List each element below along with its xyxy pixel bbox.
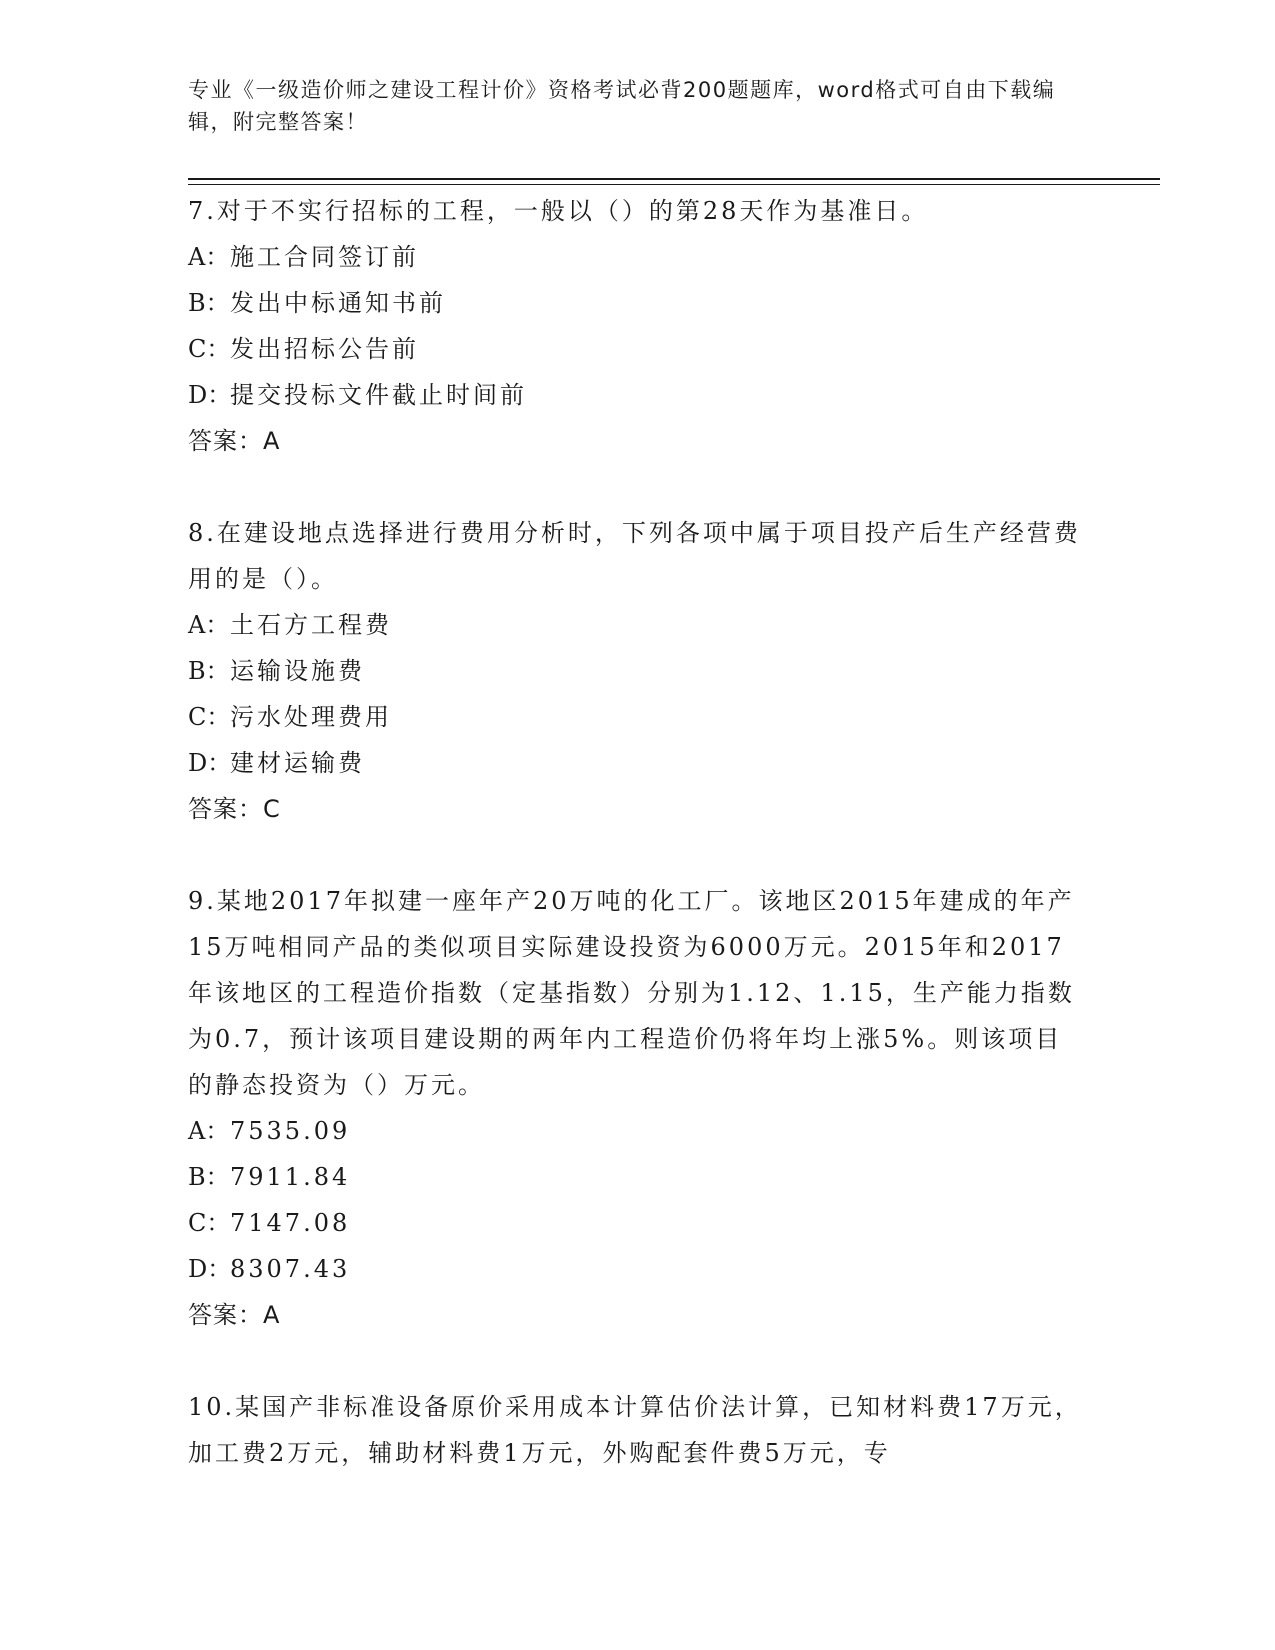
option-key: A： xyxy=(188,1117,230,1145)
answer-line: 答案：A xyxy=(188,427,281,455)
header-divider-thin xyxy=(188,184,1160,185)
option-text: 建材运输费 xyxy=(230,749,365,777)
option-a xyxy=(188,234,1088,280)
question-stem: 8.在建设地点选择进行费用分析时，下列各项中属于项目投产后生产经营费用的是（）。 xyxy=(188,519,1081,593)
question-7 xyxy=(188,188,1088,464)
question-stem: 7.对于不实行招标的工程，一般以（）的第28天作为基准日。 xyxy=(188,197,929,225)
option-text: 7535.09 xyxy=(230,1117,351,1145)
question-10 xyxy=(188,1384,1088,1476)
option-d xyxy=(188,1246,1088,1292)
question-stem: 9.某地2017年拟建一座年产20万吨的化工厂。该地区2015年建成的年产15万吨相同产品的类似项目实际建设投资为6000万元。2015年和2017年该地区的工程造价指数（定基指数）分别为1.12、1.15，生产能力指数为0.7，预计该项目建设期的两年内工程造价仍将年均上涨5%。则该项目的静态投资为（）万元。 xyxy=(188,887,1075,1099)
option-b xyxy=(188,648,1088,694)
document-header: 专业《一级造价师之建设工程计价》资格考试必背200题题库，word格式可自由下载编辑，附完整答案！ xyxy=(188,78,1056,134)
option-b xyxy=(188,1154,1088,1200)
question-list xyxy=(188,188,1088,1476)
answer-line: 答案：C xyxy=(188,795,281,823)
option-key: D： xyxy=(188,1255,232,1283)
option-a xyxy=(188,1108,1088,1154)
question-stem: 10.某国产非标准设备原价采用成本计算估价法计算，已知材料费17万元，加工费2万元，辅助材料费1万元，外购配套件费5万元，专 xyxy=(188,1393,1082,1467)
option-key: D： xyxy=(188,749,232,777)
option-text: 发出中标通知书前 xyxy=(230,289,446,317)
option-text: 施工合同签订前 xyxy=(230,243,419,271)
option-text: 7147.08 xyxy=(230,1209,351,1237)
option-text: 提交投标文件截止时间前 xyxy=(230,381,527,409)
option-text: 运输设施费 xyxy=(230,657,365,685)
option-c xyxy=(188,1200,1088,1246)
option-text: 8307.43 xyxy=(230,1255,351,1283)
question-8 xyxy=(188,510,1088,832)
option-d xyxy=(188,372,1088,418)
option-key: A： xyxy=(188,611,230,639)
option-key: B： xyxy=(188,289,230,317)
option-key: C： xyxy=(188,1209,231,1237)
option-key: B： xyxy=(188,1163,230,1191)
answer-line: 答案：A xyxy=(188,1301,281,1329)
option-c xyxy=(188,326,1088,372)
header-divider-thick xyxy=(188,178,1160,180)
option-key: A： xyxy=(188,243,230,271)
option-b xyxy=(188,280,1088,326)
option-text: 7911.84 xyxy=(230,1163,351,1191)
question-9 xyxy=(188,878,1088,1338)
option-key: D： xyxy=(188,381,232,409)
option-d xyxy=(188,740,1088,786)
option-c xyxy=(188,694,1088,740)
option-key: C： xyxy=(188,703,231,731)
option-key: B： xyxy=(188,657,230,685)
option-text: 发出招标公告前 xyxy=(230,335,419,363)
option-text: 土石方工程费 xyxy=(230,611,392,639)
option-key: C： xyxy=(188,335,231,363)
option-text: 污水处理费用 xyxy=(230,703,392,731)
option-a xyxy=(188,602,1088,648)
